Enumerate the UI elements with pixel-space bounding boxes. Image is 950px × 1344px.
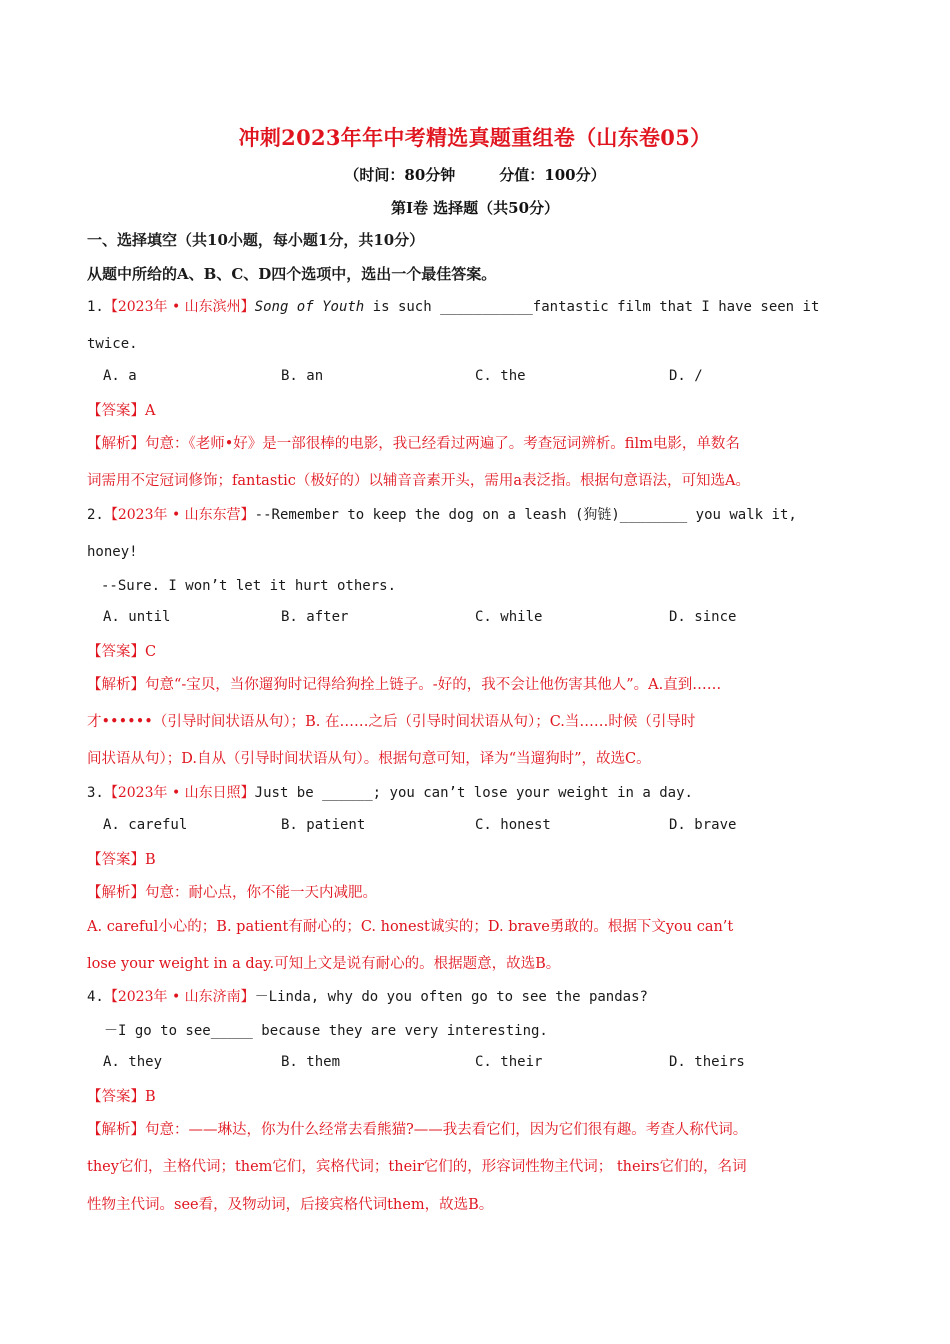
film-title: Song of Youth — [254, 299, 365, 315]
option-d: D. theirs — [669, 1054, 745, 1070]
question-2-stem-cont: honey! — [87, 544, 138, 560]
exam-info — [0, 164, 950, 185]
option-d: D. / — [669, 368, 703, 384]
question-3-analysis-line: lose your weight in a day.可知上文是说有耐心的。根据题意，故选B。 — [87, 956, 561, 972]
question-4-analysis-line: 【解析】句意：——琳达，你为什么经常去看熊猫?——我去看它们，因为它们很有趣。考查人称代词。 — [87, 1122, 748, 1138]
option-b: B. an — [281, 368, 324, 384]
page-title: 冲刺2023年年中考精选真题重组卷（山东卷05） — [238, 125, 712, 150]
instruction: 从题中所给的A、B、C、D四个选项中，选出一个最佳答案。 — [87, 265, 497, 283]
option-c: C. while — [475, 609, 543, 625]
option-a: A. a — [103, 368, 137, 384]
question-source: 【2023年 • 山东东营】 — [103, 507, 255, 523]
question-4-stem: 4.【2023年 • 山东济南】－Linda, why do you often go to see the pandas? — [87, 989, 648, 1005]
option-a: A. careful — [103, 817, 188, 833]
question-source: 【2023年 • 山东日照】 — [103, 785, 255, 801]
question-1-analysis-line: 词需用不定冠词修饰；fantastic（极好的）以辅音音素开头，需用a表泛指。根据句意语法，可知选A。 — [87, 473, 750, 489]
question-1-stem: 1.【2023年 • 山东滨州】Song of Youth is such ___________fantastic film that I have seen it — [87, 299, 820, 315]
question-2-stem: 2.【2023年 • 山东东营】--Remember to keep the dog on a leash (狗链)________ you walk it, — [87, 507, 797, 523]
option-c: C. their — [475, 1054, 543, 1070]
question-1-answer: 【答案】A — [87, 403, 156, 419]
question-2-analysis-line: 间状语从句）；D.自从（引导时间状语从句）。根据句意可知，译为“当遛狗时”，故选C。 — [87, 751, 651, 767]
option-c: C. the — [475, 368, 526, 384]
question-1-analysis-line: 【解析】句意：《老师•好》是一部很棒的电影，我已经看过两遍了。考查冠词辨析。film电影，单数名 — [87, 436, 740, 452]
option-d: D. since — [669, 609, 737, 625]
question-4-analysis-line: they它们，主格代词；them它们，宾格代词；their它们的，形容词性物主代词； theirs它们的，名词 — [87, 1159, 747, 1175]
part-title: 一、选择填空（共10小题，每小题1分，共10分） — [87, 231, 425, 249]
question-2-analysis-line: 【解析】句意“-宝贝，当你遛狗时记得给狗拴上链子。-好的，我不会让他伤害其他人”。A.直到…… — [87, 677, 722, 693]
question-3-answer: 【答案】B — [87, 852, 156, 868]
question-3-analysis-line: 【解析】句意：耐心点，你不能一天内减肥。 — [87, 885, 377, 901]
option-b: B. patient — [281, 817, 366, 833]
question-3-analysis-line: A. careful小心的；B. patient有耐心的；C. honest诚实的；D. brave勇敢的。根据下文you can’t — [87, 919, 734, 935]
option-a: A. they — [103, 1054, 163, 1070]
question-source: 【2023年 • 山东济南】 — [103, 989, 255, 1005]
question-4-analysis-line: 性物主代词。see看，及物动词，后接宾格代词them，故选B。 — [87, 1197, 494, 1213]
option-a: A. until — [103, 609, 171, 625]
question-2-reply: --Sure. I won’t let it hurt others. — [101, 578, 397, 594]
question-4-answer: 【答案】B — [87, 1089, 156, 1105]
question-4-reply: －I go to see_____ because they are very interesting. — [104, 1023, 548, 1039]
question-3-stem: 3.【2023年 • 山东日照】Just be ______; you can’t lose your weight in a day. — [87, 785, 693, 801]
score-info: 分值：100分） — [499, 166, 606, 184]
question-2-analysis-line: 才••••••（引导时间状语从句）；B. 在……之后（引导时间状语从句）；C.当……时候（引导时 — [87, 714, 696, 730]
option-c: C. honest — [475, 817, 551, 833]
section-title: 第Ⅰ卷 选择题（共50分） — [390, 199, 560, 217]
question-source: 【2023年 • 山东滨州】 — [103, 299, 255, 315]
option-b: B. after — [281, 609, 349, 625]
option-b: B. them — [281, 1054, 341, 1070]
question-2-answer: 【答案】C — [87, 644, 157, 660]
question-1-stem-cont: twice. — [87, 336, 138, 352]
option-d: D. brave — [669, 817, 737, 833]
time-info: （时间：80分钟 — [344, 166, 456, 184]
